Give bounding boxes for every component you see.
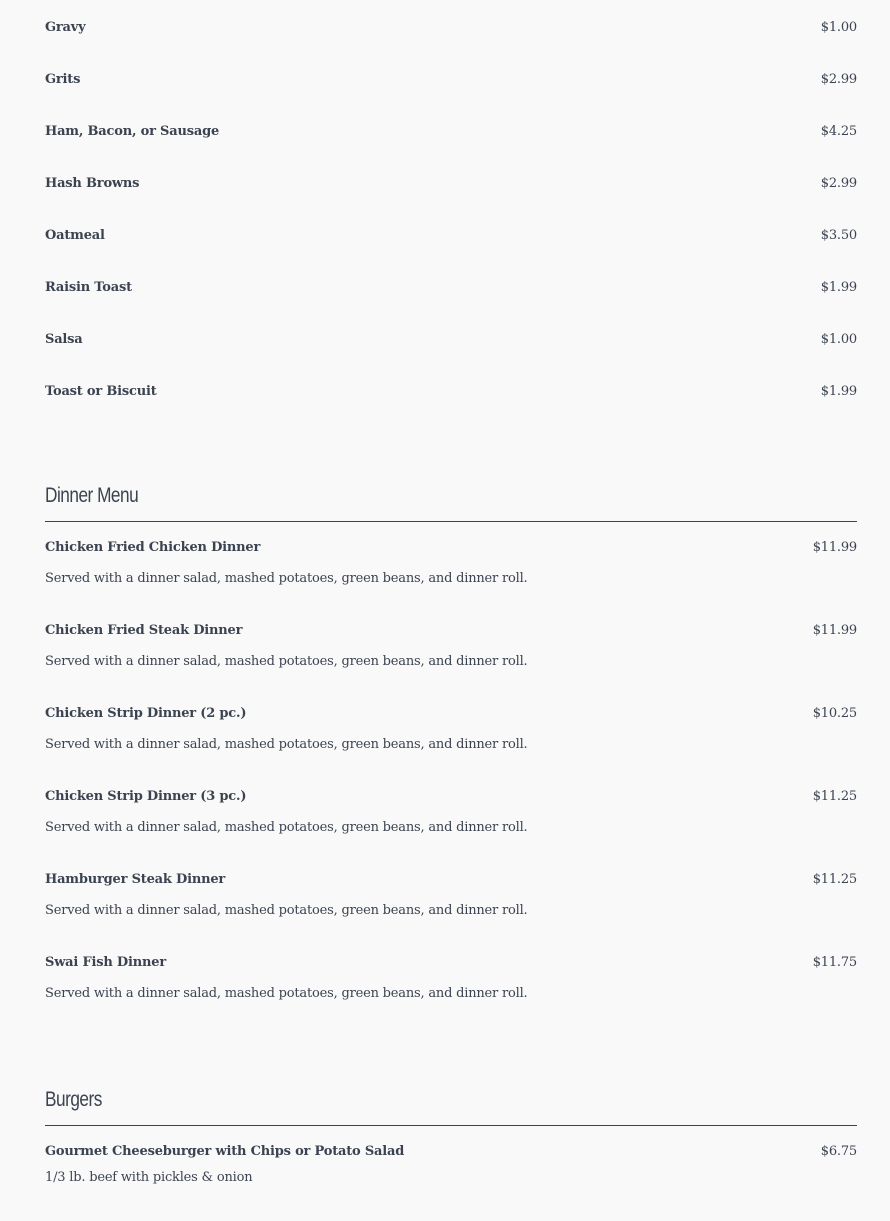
- item-price: $11.99: [812, 623, 857, 638]
- item-description: Served with a dinner salad, mashed potatoes, green beans, and dinner roll.: [45, 571, 528, 586]
- item-price: $1.99: [820, 280, 857, 295]
- menu-item: [45, 383, 857, 401]
- dinner-items-list: [45, 539, 857, 1003]
- item-price: $6.75: [820, 1144, 857, 1159]
- menu-item: [45, 871, 857, 920]
- item-name: Hamburger Steak Dinner: [45, 872, 226, 887]
- menu-item: [45, 227, 857, 245]
- menu-item: [45, 788, 857, 837]
- item-name: Gourmet Cheeseburger with Chips or Potato Salad: [45, 1144, 405, 1159]
- item-name: Chicken Fried Chicken Dinner: [45, 540, 261, 555]
- item-price: $4.25: [820, 124, 857, 139]
- item-name: Oatmeal: [45, 228, 105, 243]
- item-price: $1.00: [820, 332, 857, 347]
- item-name: Swai Fish Dinner: [45, 955, 166, 970]
- burgers-section: [45, 1086, 857, 1221]
- item-name: Ham, Bacon, or Sausage: [45, 124, 220, 139]
- menu-item: [45, 331, 857, 349]
- item-price: $1.00: [820, 20, 857, 35]
- dinner-menu-section: [45, 482, 857, 1037]
- item-price: $11.25: [812, 789, 857, 804]
- section-header: [45, 482, 857, 522]
- item-price: $11.99: [812, 540, 857, 555]
- menu-item: [45, 19, 857, 37]
- item-name: Chicken Strip Dinner (2 pc.): [45, 706, 247, 721]
- item-name: Chicken Fried Steak Dinner: [45, 623, 243, 638]
- menu-item: [45, 539, 857, 588]
- item-description: Served with a dinner salad, mashed potatoes, green beans, and dinner roll.: [45, 654, 528, 669]
- item-name: Raisin Toast: [45, 280, 132, 295]
- item-price: $3.50: [820, 228, 857, 243]
- section-title: Burgers: [45, 1088, 102, 1111]
- item-price: $11.75: [812, 955, 857, 970]
- menu-item: [45, 954, 857, 1003]
- section-header: [45, 1086, 857, 1126]
- menu-item: [45, 175, 857, 193]
- item-price: $2.99: [820, 176, 857, 191]
- menu-page: [45, 0, 857, 1185]
- item-description: Served with a dinner salad, mashed potatoes, green beans, and dinner roll.: [45, 986, 528, 1001]
- menu-item: [45, 705, 857, 754]
- item-price: $10.25: [812, 706, 857, 721]
- item-description: Served with a dinner salad, mashed potatoes, green beans, and dinner roll.: [45, 820, 528, 835]
- sides-list: [45, 0, 857, 401]
- item-price: $11.25: [812, 872, 857, 887]
- item-price: $2.99: [820, 72, 857, 87]
- menu-item: [45, 279, 857, 297]
- section-title: Dinner Menu: [45, 484, 139, 507]
- burgers-items-list: [45, 1143, 857, 1187]
- item-price: $1.99: [820, 384, 857, 399]
- item-name: Grits: [45, 72, 81, 87]
- menu-item: [45, 622, 857, 671]
- menu-item: [45, 1143, 857, 1187]
- item-name: Toast or Biscuit: [45, 384, 157, 399]
- item-name: Salsa: [45, 332, 83, 347]
- menu-item: [45, 71, 857, 89]
- menu-item: [45, 123, 857, 141]
- item-name: Hash Browns: [45, 176, 140, 191]
- item-description: Served with a dinner salad, mashed potatoes, green beans, and dinner roll.: [45, 737, 528, 752]
- item-name: Gravy: [45, 20, 86, 35]
- item-description: Served with a dinner salad, mashed potatoes, green beans, and dinner roll.: [45, 903, 528, 918]
- item-name: Chicken Strip Dinner (3 pc.): [45, 789, 247, 804]
- item-description: 1/3 lb. beef with pickles & onion: [45, 1170, 253, 1185]
